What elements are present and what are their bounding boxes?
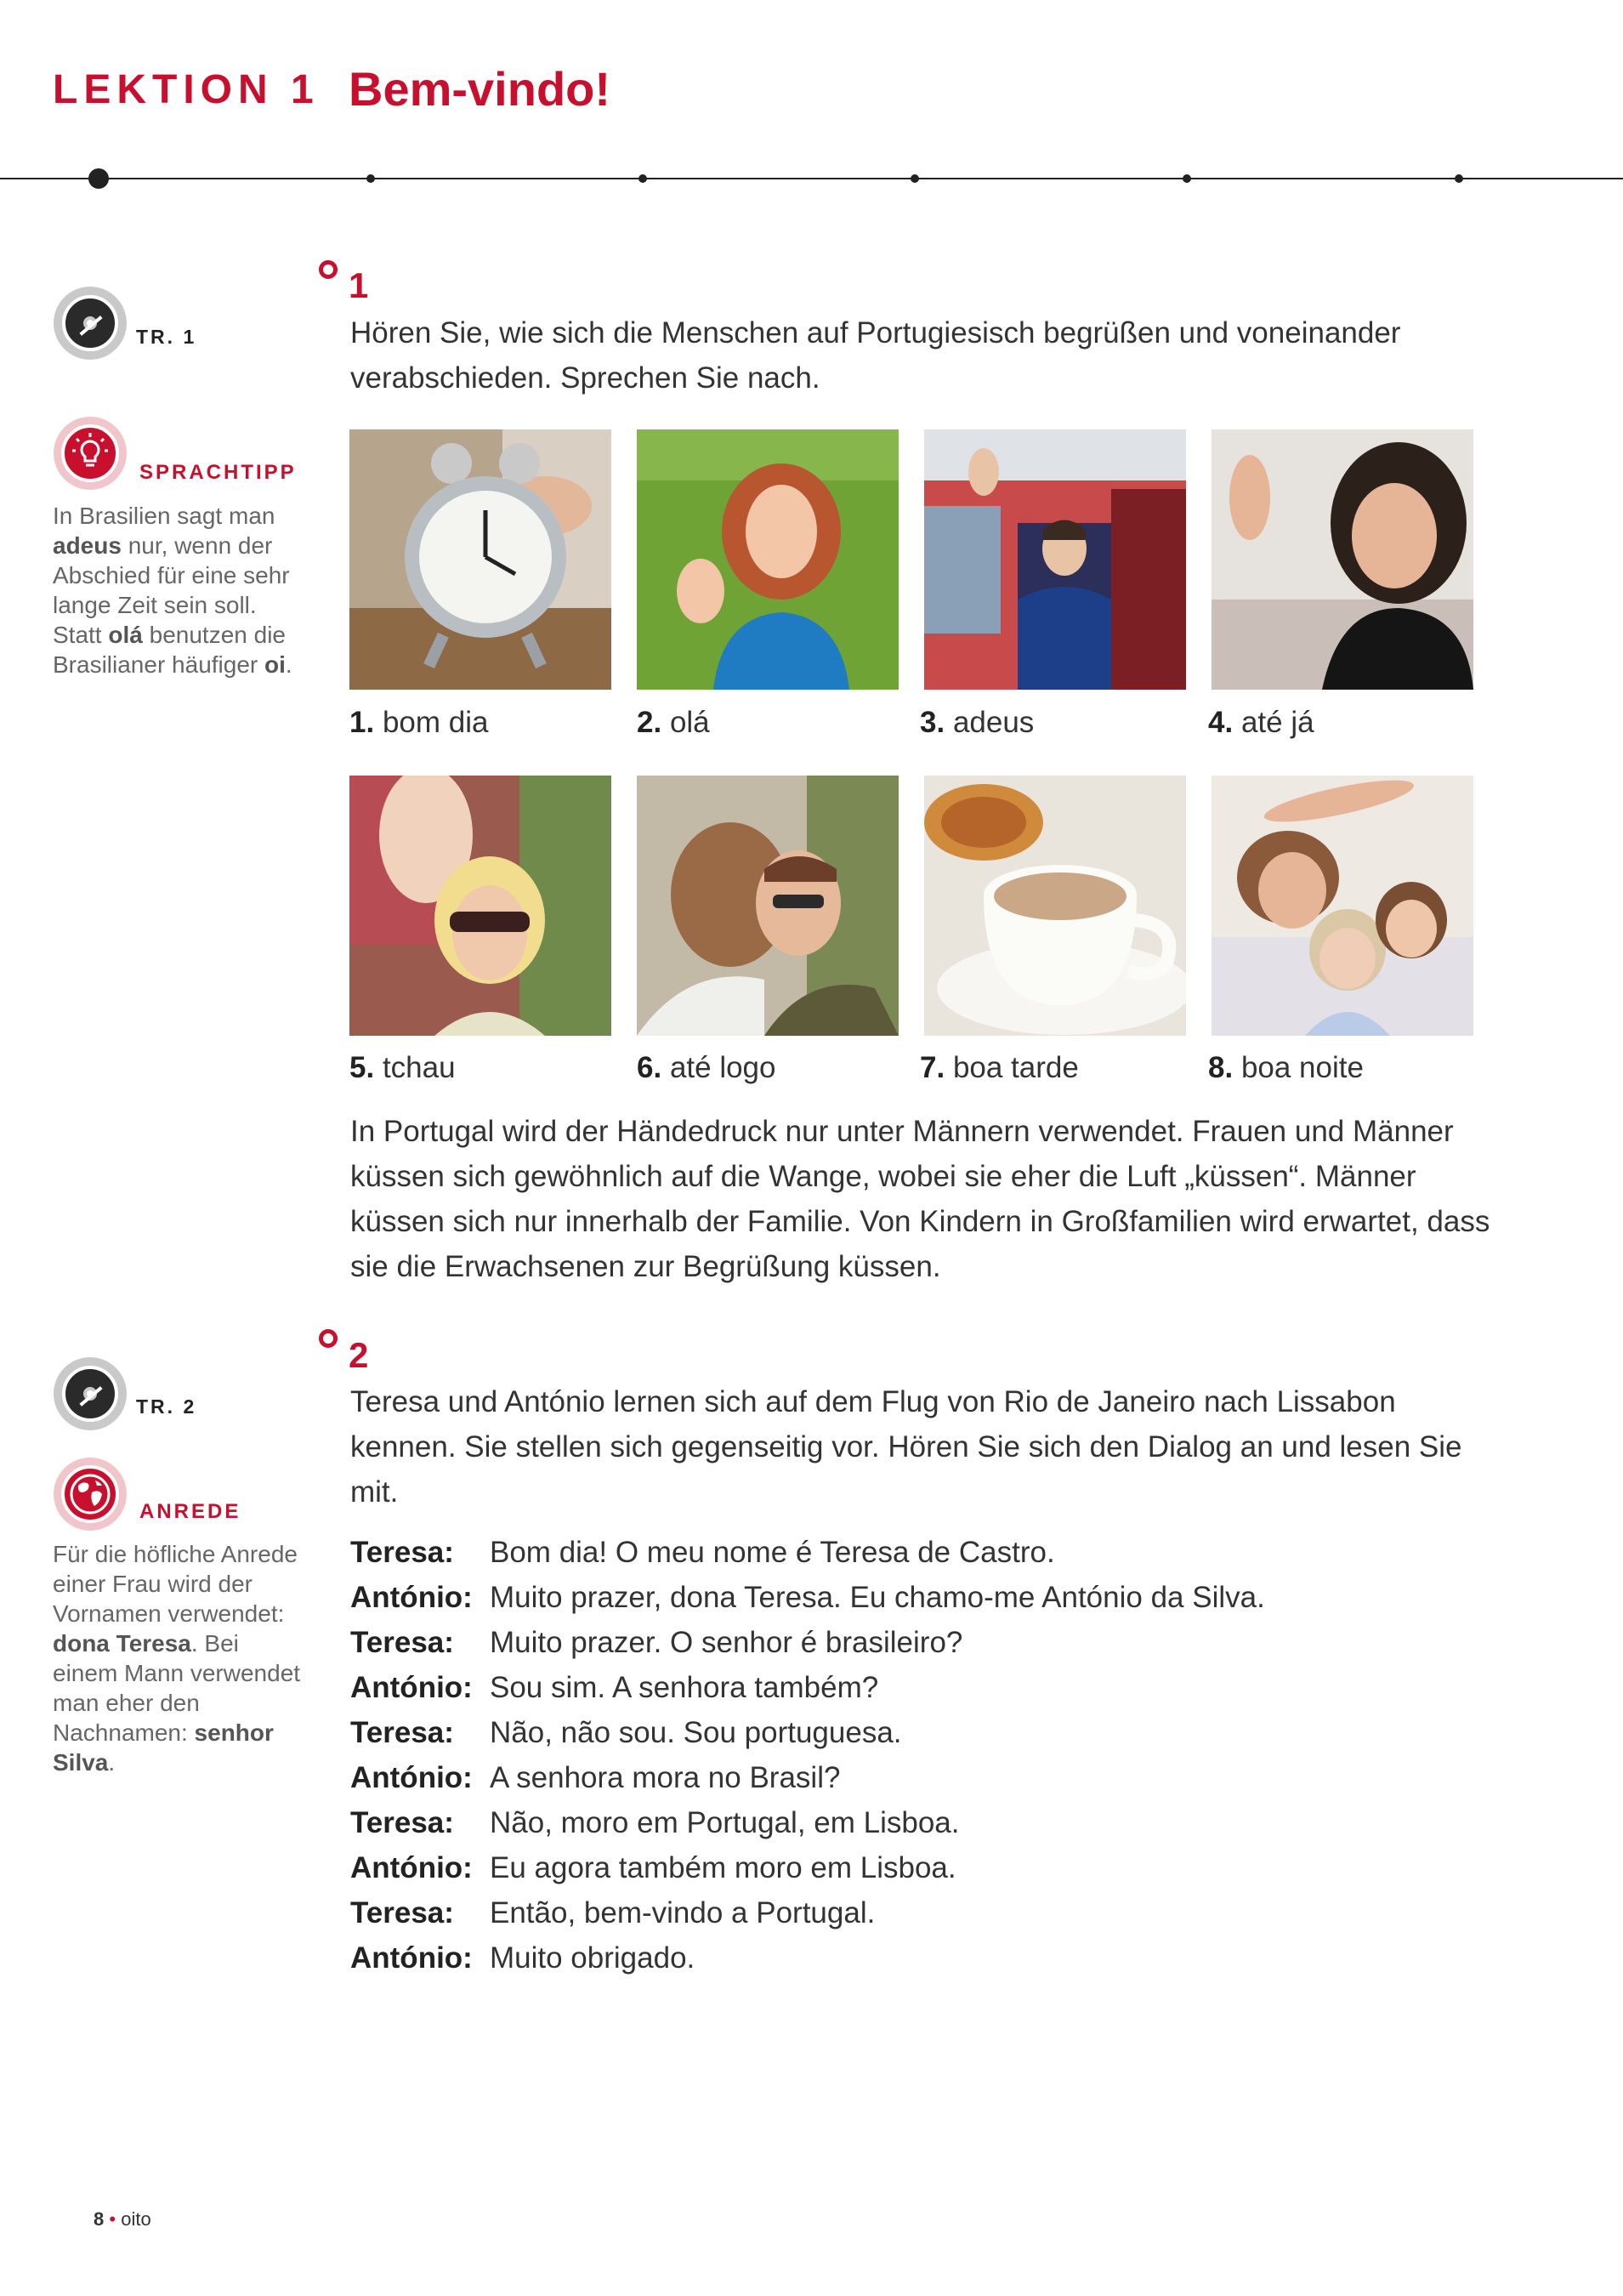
- cd-icon[interactable]: [54, 287, 127, 360]
- item-caption: 6. até logo: [637, 1051, 776, 1084]
- photo-alarm-clock: [349, 429, 611, 690]
- culture-note: In Portugal wird der Händedruck nur unter Männern verwendet. Frauen und Männer küssen sich gewöhnlich auf die Wange, wobei sie eher die Luft „küssen“. Männer küssen sich nur innerhalb der Familie. Von Kindern in Großfamilien wird erwartet, dass sie die Erwachsenen zur Begrüßung küssen.: [350, 1115, 1490, 1283]
- item-caption: 1. bom dia: [349, 706, 489, 739]
- timeline-dot-current: [88, 168, 109, 189]
- page-number: 8 • oito: [94, 2208, 151, 2230]
- exercise-marker: [319, 1329, 338, 1348]
- timeline-dot: [638, 174, 647, 183]
- photo-woman-smiling-waving: [1212, 429, 1473, 690]
- item-caption: 7. boa tarde: [920, 1051, 1079, 1084]
- photo-woman-waving-train: [924, 429, 1186, 690]
- exercise-instruction: Teresa und António lernen sich auf dem Flug von Rio de Janeiro nach Lissabon kennen. Sie stellen sich gegenseitig vor. Hören Sie sich den Dialog an und lesen Sie mit.: [350, 1385, 1462, 1509]
- photo-women-kiss-cheek: [637, 776, 899, 1036]
- track-label: TR. 2: [136, 1395, 197, 1418]
- tip-text: In Brasilien sagt man adeus nur, wenn der Abschied für eine sehr lange Zeit sein soll. Statt olá benutzen die Brasilianer häufiger oi.: [53, 503, 292, 678]
- item-caption: 8. boa noite: [1208, 1051, 1364, 1084]
- item-caption: 5. tchau: [349, 1051, 456, 1084]
- lesson-label: LEKTION 1: [53, 67, 320, 112]
- timeline-line: [0, 178, 1623, 179]
- exercise-number: 2: [349, 1335, 369, 1375]
- timeline-dot: [1183, 174, 1191, 183]
- exercise-marker: [319, 260, 338, 279]
- timeline-dot: [366, 174, 375, 183]
- item-caption: 3. adeus: [920, 706, 1035, 739]
- photo-coffee-cup: [924, 776, 1186, 1036]
- photo-woman-waving-grass: [637, 429, 899, 690]
- photo-woman-sunglasses-waving: [349, 776, 611, 1036]
- tip-text: Für die höfliche Anrede einer Frau wird der Vornamen verwendet: dona Teresa. Bei einem Mann verwendet man eher den Nachnamen: senhor Silva.: [53, 1541, 301, 1776]
- tip-title: SPRACHTIPP: [139, 461, 297, 484]
- exercise-number: 1: [349, 265, 369, 305]
- track-label: TR. 1: [136, 326, 197, 348]
- exercise-instruction: Hören Sie, wie sich die Menschen auf Portugiesisch begrüßen und voneinander verabschieden. Sprechen Sie nach.: [350, 316, 1401, 395]
- lesson-title: Bem-vindo!: [349, 62, 610, 116]
- timeline-dot: [1455, 174, 1463, 183]
- item-caption: 2. olá: [637, 706, 710, 739]
- timeline-dot: [911, 174, 919, 183]
- photo-family-sleeping: [1212, 776, 1473, 1036]
- globe-icon: [54, 1458, 127, 1531]
- cd-icon[interactable]: [54, 1357, 127, 1430]
- tip-title: ANREDE: [139, 1500, 241, 1523]
- lightbulb-icon: [54, 417, 127, 490]
- item-caption: 4. até já: [1208, 706, 1314, 739]
